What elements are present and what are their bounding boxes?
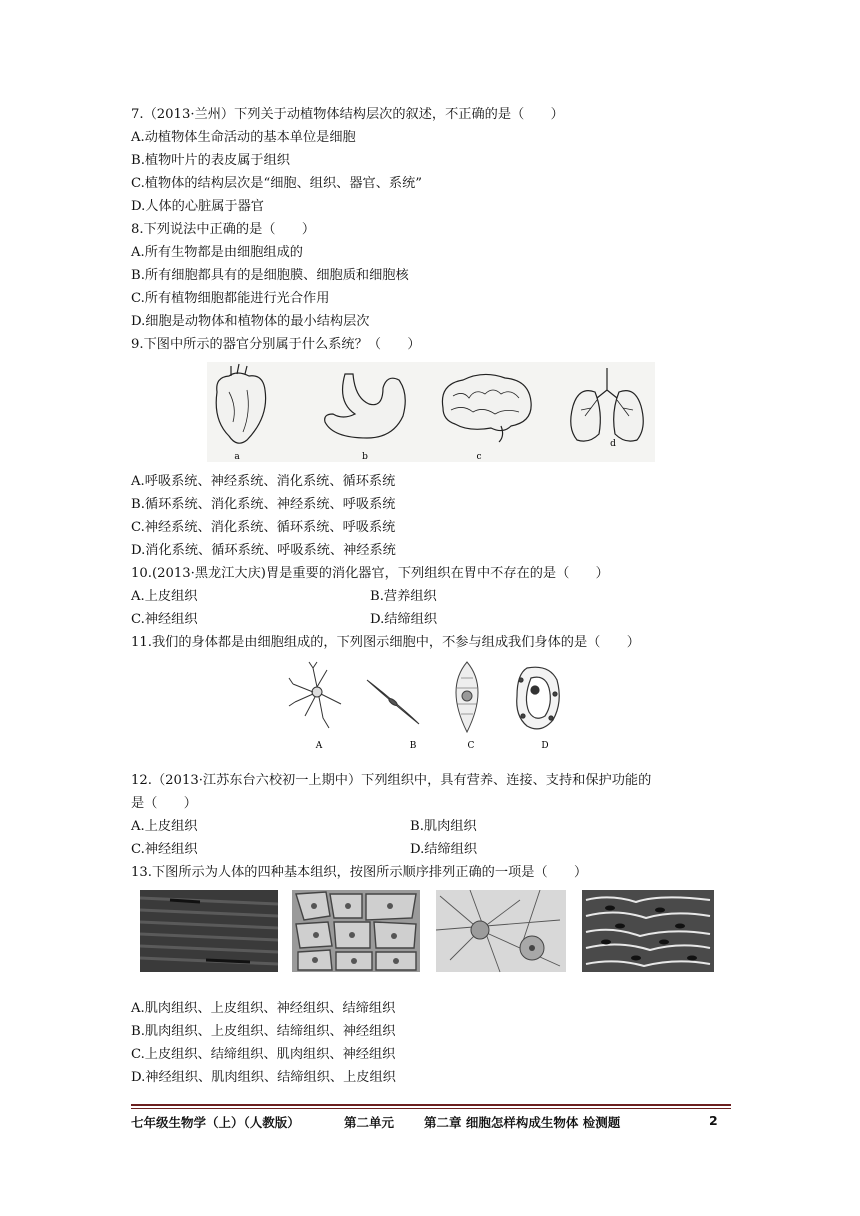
q8-option-c: C.所有植物细胞都能进行光合作用 [131,291,330,306]
q11-cell-figure [283,658,573,754]
footer-book-title: 七年级生物学（上）（人教版） [131,1115,300,1130]
q10-option-c: C.神经组织 [131,612,198,627]
q7-stem: 7.（2013·兰州）下列关于动植物体结构层次的叙述，不正确的是（ ） [131,107,564,122]
q12-option-c: C.神经组织 [131,842,198,857]
q10-stem: 10.(2013·黑龙江大庆)胃是重要的消化器官，下列组织在胃中不存在的是（ ） [131,566,609,581]
q11-label-c: C [467,741,475,751]
q12-option-d: D.结缔组织 [410,842,478,857]
q13-option-a: A.肌肉组织、上皮组织、神经组织、结缔组织 [131,1001,396,1016]
q10-option-b: B.营养组织 [370,589,437,604]
q12-option-b: B.肌肉组织 [410,819,477,834]
heart-image [216,364,265,443]
q13-option-b: B.肌肉组织、上皮组织、结缔组织、神经组织 [131,1024,396,1039]
q11-label-d: D [541,741,549,751]
muscle-tissue-image [140,890,278,972]
q8-stem: 8.下列说法中正确的是（ ） [131,222,316,237]
q7-option-c: C.植物体的结构层次是“细胞、组织、器官、系统” [131,176,423,191]
q7-option-b: B.植物叶片的表皮属于组织 [131,153,290,168]
footer-divider-thin [131,1108,731,1109]
q9-label-c: c [476,452,482,462]
lungs-image [571,368,644,441]
leaf-cell-image [517,667,560,729]
q7-option-a: A.动植物体生命活动的基本单位是细胞 [131,130,356,145]
q13-tissue-figure [140,890,716,976]
q9-option-b: B.循环系统、消化系统、神经系统、呼吸系统 [131,497,396,512]
q9-option-c: C.神经系统、消化系统、循环系统、呼吸系统 [131,520,396,535]
q10-option-a: A.上皮组织 [131,589,198,604]
brain-image [442,374,531,442]
q11-stem: 11.我们的身体都是由细胞组成的，下列图示细胞中，不参与组成我们身体的是（ ） [131,635,640,650]
footer-divider [131,1104,731,1106]
q9-option-a: A.呼吸系统、神经系统、消化系统、循环系统 [131,474,396,489]
nerve-cell-image [289,662,341,728]
q13-option-d: D.神经组织、肌肉组织、结缔组织、上皮组织 [131,1070,396,1085]
q10-option-d: D.结缔组织 [370,612,438,627]
nervous-tissue-image [436,890,566,972]
q9-label-a: a [234,452,240,462]
footer-chapter: 第二章 细胞怎样构成生物体 检测题 [424,1115,621,1130]
q13-option-c: C.上皮组织、结缔组织、肌肉组织、神经组织 [131,1047,396,1062]
q11-label-b: B [409,741,417,751]
q12-stem-line2: 是（ ） [131,796,197,811]
q8-option-b: B.所有细胞都具有的是细胞膜、细胞质和细胞核 [131,268,409,283]
q12-option-a: A.上皮组织 [131,819,198,834]
q11-label-a: A [315,741,323,751]
q7-option-d: D.人体的心脏属于器官 [131,199,264,214]
q8-option-d: D.细胞是动物体和植物体的最小结构层次 [131,314,370,329]
q9-label-d: d [610,439,616,449]
q9-organ-figure [207,362,655,462]
q9-label-b: b [362,452,368,462]
stomach-image [325,374,406,438]
q12-stem-line1: 12.（2013·江苏东台六校初一上期中）下列组织中，具有营养、连接、支持和保护功能的 [131,773,652,788]
epithelial-tissue-image [292,890,420,972]
q8-option-a: A.所有生物都是由细胞组成的 [131,245,303,260]
q9-stem: 9.下图中所示的器官分别属于什么系统？（ ） [131,337,421,352]
connective-tissue-image [582,890,714,972]
muscle-cell-image [367,680,419,724]
footer-unit: 第二单元 [344,1115,395,1130]
q13-stem: 13.下图所示为人体的四种基本组织，按图所示顺序排列正确的一项是（ ） [131,865,588,880]
q9-option-d: D.消化系统、循环系统、呼吸系统、神经系统 [131,543,396,558]
page-number: 2 [709,1113,718,1128]
plant-cell-image [456,662,478,732]
